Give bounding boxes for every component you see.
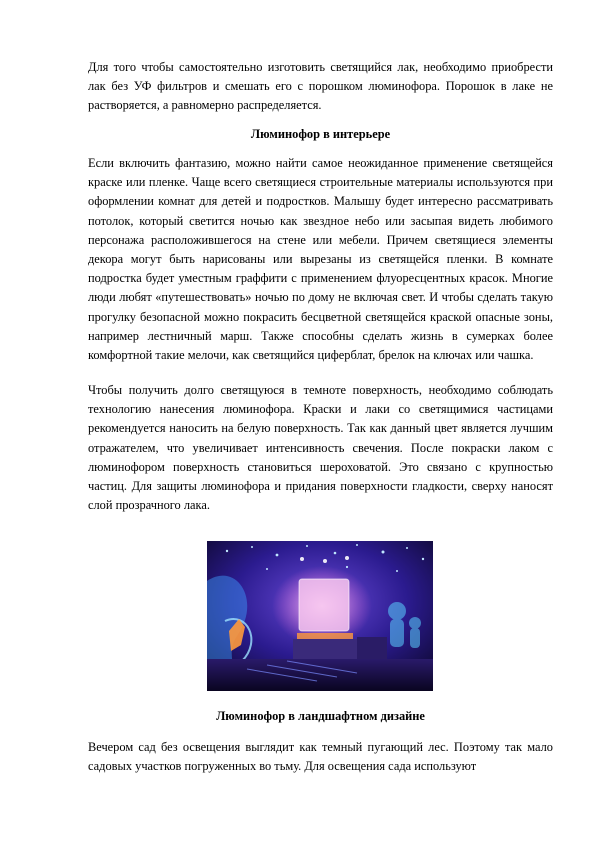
paragraph-intro: Для того чтобы самостоятельно изготовить светящийся лак, необходимо приобрести лак без УФ фильтров и смешать его с порошком люминофора. Порошок в лаке не растворяется, а равномерно распределяется. bbox=[88, 60, 553, 113]
glowing-room-photo bbox=[207, 541, 433, 691]
paragraph-interior: Если включить фантазию, можно найти самое неожиданное применение светящейся краске или пленке. Чаще всего светящиеся строительные материалы используются при оформлении комнат для детей и подростков. Малышу будет интересно рассматривать потолок, который светится ночью как звездное небо или засыпая видеть любимого персонажа расположившегося на стене или мебели. Причем светящиеся элементы декора могут быть нарисованы или вырезаны из светящейся пленки. В комнате подростка будет уместным граффити с применением флуоресцентных красок. Многие люди любят «путешествовать» ночью по дому не включая свет. И чтобы сделать такую прогулку безопасной можно покрасить бесцветной светящейся краской опасные зоны, например лестничный марш. Также способны сделать жизнь в сумерках более комфортной такие мелочи, как светящийся циферблат, брелок на ключах или чашка. bbox=[88, 156, 553, 363]
room-illustration bbox=[207, 541, 433, 691]
paragraph-technology: Чтобы получить долго светящуюся в темноте поверхность, необходимо соблюдать технологию нанесения люминофора. Краски и лаки со светящимися частицами рекомендуется наносить на белую поверхность. Так как данный цвет является лучшим отражателем, что увеличивает интенсивность свечения. После покраски лаком с люминофором поверхность становиться шероховатой. Это связано с крупностью частиц. Для защиты люминофора и придания поверхности гладкости, сверху наносят слой прозрачного лака. bbox=[88, 383, 553, 513]
paragraph-landscape: Вечером сад без освещения выглядит как темный пугающий лес. Поэтому так мало садовых участков погруженных во тьму. Для освещения сада используют bbox=[88, 740, 553, 774]
heading-landscape: Люминофор в ландшафтном дизайне bbox=[216, 709, 425, 723]
heading-interior: Люминофор в интерьере bbox=[250, 127, 391, 141]
